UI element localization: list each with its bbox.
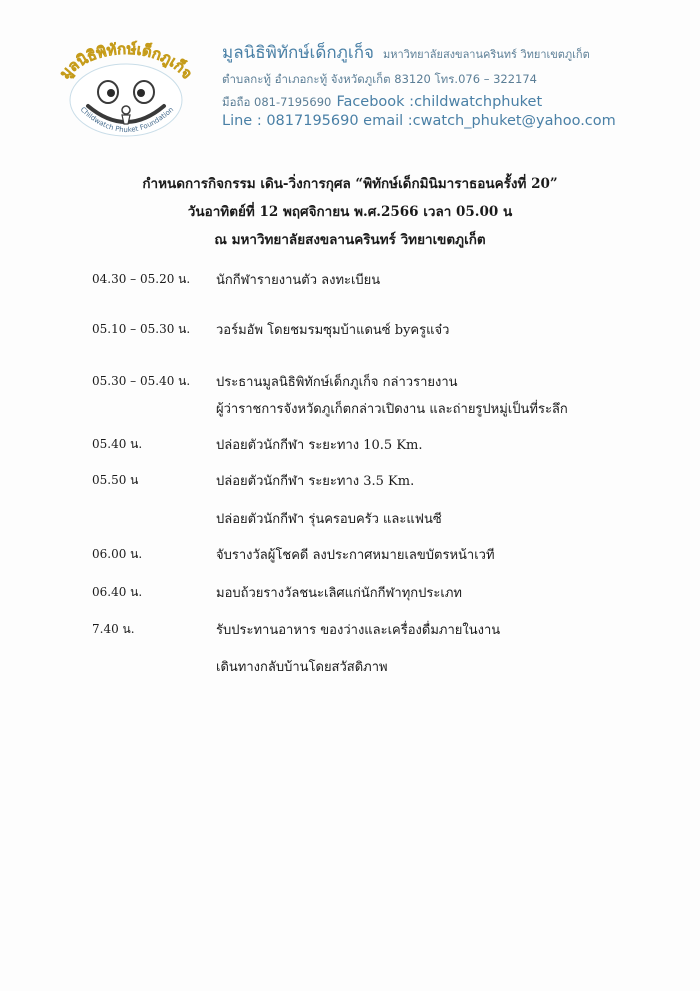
letterhead xyxy=(222,42,692,132)
schedule-time: 05.40 น. xyxy=(92,437,143,451)
schedule-activity: ปล่อยตัวนักกีฬา ระยะทาง 3.5 Km. xyxy=(216,474,415,489)
schedule-activity: รับประทานอาหาร ของว่างและเครื่องดื่มภายในงาน xyxy=(216,623,501,638)
document-venue: ณ มหาวิทยาลัยสงขลานครินทร์ วิทยาเขตภูเก็ต xyxy=(214,232,486,248)
schedule-activity: นักกีฬารายงานตัว ลงทะเบียน xyxy=(216,273,381,288)
address-line: ตำบลกะทู้ อำเภอกะทู้ จังหวัดภูเก็ต 83120 โทร.076 – 322174 xyxy=(222,72,538,86)
schedule-time: 06.00 น. xyxy=(92,547,143,561)
schedule-time: 05.30 – 05.40 น. xyxy=(92,374,191,388)
schedule-activity: ปล่อยตัวนักกีฬา ระยะทาง 10.5 Km. xyxy=(216,438,423,453)
org-location: มหาวิทยาลัยสงขลานครินทร์ วิทยาเขตภูเก็ต xyxy=(383,48,590,61)
schedule-time: 05.50 น xyxy=(92,473,139,487)
schedule-activity: เดินทางกลับบ้านโดยสวัสดิภาพ xyxy=(216,660,388,675)
schedule-activity: ประธานมูลนิธิพิทักษ์เด็กภูเก็จ กล่าวรายงาน xyxy=(216,375,458,390)
mobile-label: มือถือ 081-7195690 xyxy=(222,95,332,109)
schedule-time: 05.10 – 05.30 น. xyxy=(92,322,191,336)
facebook-label: Facebook :childwatchphuket xyxy=(336,94,543,110)
schedule-activity: ผู้ว่าราชการจังหวัดภูเก็ตกล่าวเปิดงาน และถ่ายรูปหมู่เป็นที่ระลึก xyxy=(216,402,568,417)
schedule-time: 06.40 น. xyxy=(92,585,143,599)
line-email-label: Line : 0817195690 email :cwatch_phuket@yahoo.com xyxy=(222,113,616,129)
schedule-activity: ปล่อยตัวนักกีฬา รุ่นครอบครัว และแฟนซี xyxy=(216,512,442,527)
schedule-activity: จับรางวัลผู้โชคดี ลงประกาศหมายเลขบัตรหน้าเวที xyxy=(216,548,495,563)
logo-bottom-text: Childwatch Phuket Foundation xyxy=(78,105,176,135)
logo-arc-text: มูลนิธิพิทักษ์เด็กภูเก็จ xyxy=(55,39,197,83)
org-name: มูลนิธิพิทักษ์เด็กภูเก็จ xyxy=(222,43,374,63)
document-date: วันอาทิตย์ที่ 12 พฤศจิกายน พ.ศ.2566 เวลา 05.00 น xyxy=(187,204,513,220)
schedule-time: 7.40 น. xyxy=(92,622,135,636)
childwatch-logo xyxy=(38,38,214,138)
schedule-time: 04.30 – 05.20 น. xyxy=(92,272,191,286)
schedule-activity: วอร์มอัพ โดยชมรมซุมบ้าแดนซ์ byครูแจ๋ว xyxy=(216,323,450,338)
document-title: กำหนดการกิจกรรม เดิน-วิ่งการกุศล “พิทักษ์เด็กมินิมาราธอนครั้งที่ 20” xyxy=(142,176,558,192)
document-title-block xyxy=(0,170,700,254)
schedule-activity: มอบถ้วยรางวัลชนะเลิศแก่นักกีฬาทุกประเภท xyxy=(216,586,462,601)
